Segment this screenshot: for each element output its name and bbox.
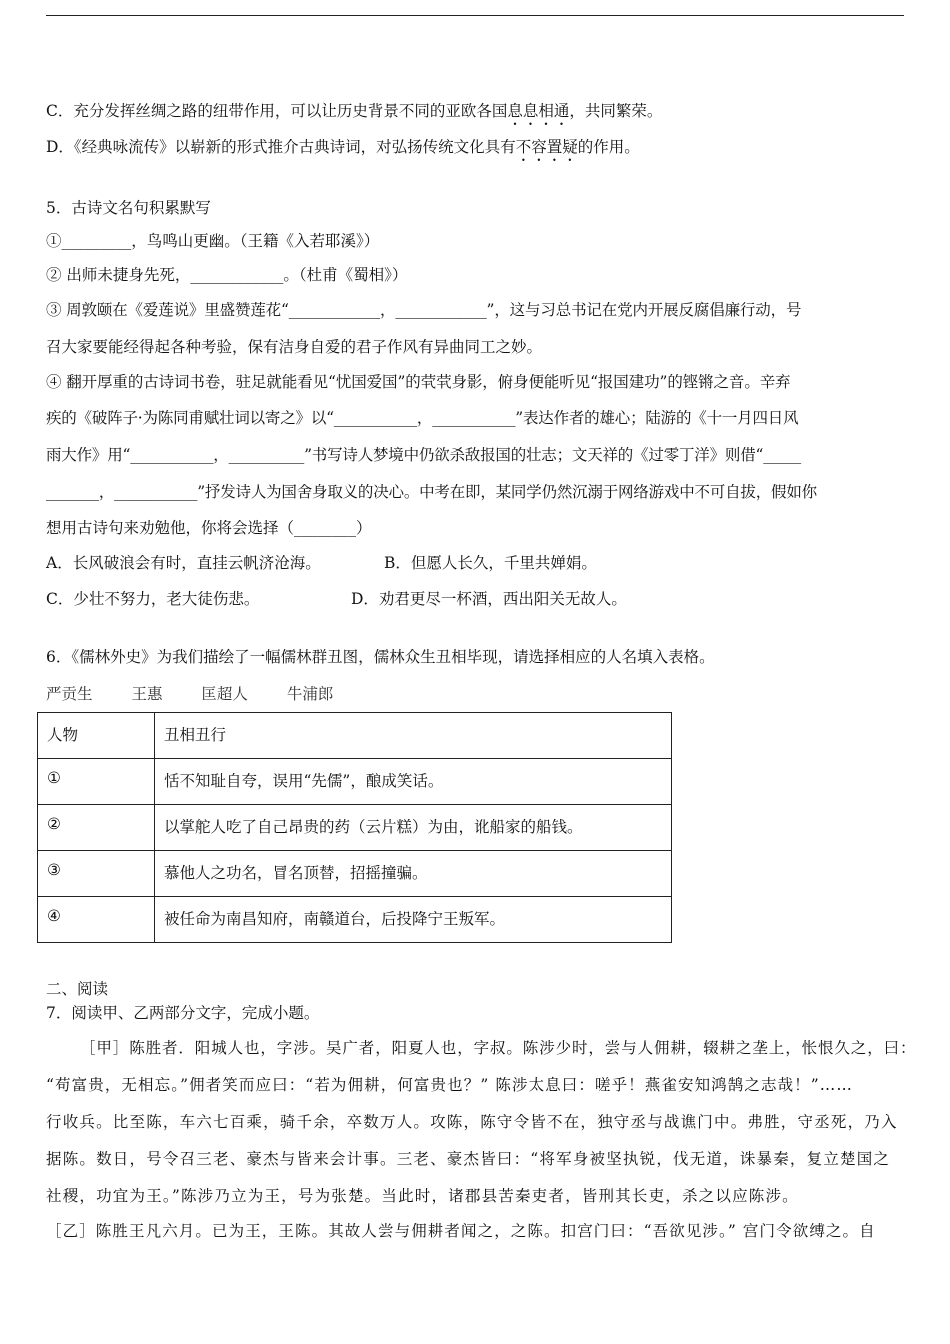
section-title: 二、阅读 bbox=[46, 980, 109, 998]
q7-title: 7．阅读甲、乙两部分文字，完成小题。 bbox=[46, 1004, 320, 1022]
q4-option-d-dotted: 不容置疑 bbox=[515, 138, 578, 156]
q6-name-list bbox=[46, 682, 367, 704]
q4-option-d-suffix: 的作用。 bbox=[577, 138, 640, 156]
q5-option-c: C．少壮不努力，老大徒伤悲。 bbox=[46, 590, 260, 608]
q5-line-1: ①_________，鸟鸣山更幽。（王籍《入若耶溪》） bbox=[46, 232, 380, 250]
table-cell: ② bbox=[38, 805, 155, 851]
table-row bbox=[38, 805, 672, 851]
table-cell: 以掌舵人吃了自己昂贵的药（云片糕）为由，讹船家的船钱。 bbox=[155, 805, 672, 851]
passage-line: ［乙］陈胜王凡六月。已为王，王陈。其故人尝与佣耕者闻之，之陈。扣宫门曰：“吾欲见涉。” 宫门令欲缚之。自 bbox=[46, 1222, 876, 1240]
table-header-cell: 丑相丑行 bbox=[155, 713, 672, 759]
table-cell: ③ bbox=[38, 851, 155, 897]
q6-name: 匡超人 bbox=[201, 685, 248, 703]
table-cell: ④ bbox=[38, 897, 155, 943]
top-rule bbox=[46, 15, 904, 16]
q4-option-d bbox=[46, 137, 640, 165]
q6-title: 6．《儒林外史》为我们描绘了一幅儒林群丑图，儒林众生丑相毕现，请选择相应的人名填入表格。 bbox=[46, 648, 715, 666]
q5-line-4c: 雨大作》用“___________，__________”书写诗人梦境中仍欲杀敌报国的壮志；文天祥的《过零丁洋》则借“_____ bbox=[46, 446, 801, 464]
q5-option-b: B．但愿人长久，千里共婵娟。 bbox=[384, 554, 597, 572]
q5-line-4d: _______，___________”抒发诗人为国舍身取义的决心。中考在即，某同学仍然沉溺于网络游戏中不可自拔，假如你 bbox=[46, 483, 817, 501]
passage-line: 据陈。数日，号令召三老、豪杰与皆来会计事。三老、豪杰皆曰：“将军身被坚执锐，伐无道，诛暴秦，复立楚国之 bbox=[46, 1150, 891, 1168]
q4-option-c-prefix: C．充分发挥丝绸之路的纽带作用，可以让历史背景不同的亚欧各国 bbox=[46, 102, 508, 120]
table-cell: 恬不知耻自夸，误用“先儒”，酿成笑话。 bbox=[155, 759, 672, 805]
q4-option-d-prefix: D．《经典咏流传》以崭新的形式推介古典诗词，对弘扬传统文化具有 bbox=[46, 138, 516, 156]
q6-table bbox=[37, 712, 672, 943]
q5-line-4a: ④ 翻开厚重的古诗词书卷，驻足就能看见“忧国爱国”的茕茕身影，俯身便能听见“报国建功”的铿锵之音。辛弃 bbox=[46, 373, 791, 391]
passage-line: “苟富贵，无相忘。”佣者笑而应曰：“若为佣耕，何富贵也？” 陈涉太息曰：嗟乎！燕雀安知鸿鹄之志哉！”…… bbox=[46, 1076, 854, 1094]
passage-line: 行收兵。比至陈，车六七百乘，骑千余，卒数万人。攻陈，陈守令皆不在，独守丞与战谯门中。弗胜，守丞死，乃入 bbox=[46, 1113, 898, 1131]
q4-option-c-dotted: 息息相通 bbox=[507, 102, 570, 120]
table-row bbox=[38, 759, 672, 805]
q5-line-2: ② 出师未捷身先死，____________。（杜甫《蜀相》） bbox=[46, 266, 408, 284]
q6-name: 王惠 bbox=[131, 685, 163, 703]
table-header-row bbox=[38, 713, 672, 759]
q5-option-d: D．劝君更尽一杯酒，西出阳关无故人。 bbox=[351, 590, 627, 608]
q5-title: 5．古诗文名句积累默写 bbox=[46, 199, 211, 217]
table-header-cell: 人物 bbox=[38, 713, 155, 759]
passage-line: 社稷，功宜为王。”陈涉乃立为王，号为张楚。当此时，诸郡县苦秦吏者，皆刑其长吏，杀之以应陈涉。 bbox=[46, 1187, 799, 1205]
q4-option-c-suffix: ，共同繁荣。 bbox=[569, 102, 663, 120]
q6-name: 牛浦郎 bbox=[286, 685, 334, 703]
q4-option-c bbox=[46, 101, 662, 129]
q5-option-a: A．长风破浪会有时，直挂云帆济沧海。 bbox=[46, 554, 321, 572]
passage-line: ［甲］陈胜者．阳城人也，字涉。吴广者，阳夏人也，字叔。陈涉少时，尝与人佣耕，辍耕之垄上，怅恨久之，曰： bbox=[80, 1039, 917, 1057]
q6-name: 严贡生 bbox=[46, 685, 93, 703]
table-row bbox=[38, 851, 672, 897]
table-cell: ① bbox=[38, 759, 155, 805]
q5-line-3b: 召大家要能经得起各种考验，保有洁身自爱的君子作风有异曲同工之妙。 bbox=[46, 338, 543, 356]
table-cell: 被任命为南昌知府，南赣道台，后投降宁王叛军。 bbox=[155, 897, 672, 943]
q5-line-4b: 疾的《破阵子·为陈同甫赋壮词以寄之》以“___________，___________”表达作者的雄心；陆游的《十一月四日风 bbox=[46, 409, 799, 427]
q5-line-3a: ③ 周敦颐在《爱莲说》里盛赞莲花“____________，____________”，这与习总书记在党内开展反腐倡廉行动，号 bbox=[46, 301, 802, 319]
table-cell: 慕他人之功名，冒名顶替，招摇撞骗。 bbox=[155, 851, 672, 897]
table-row bbox=[38, 897, 672, 943]
q5-line-4e: 想用古诗句来劝勉他，你将会选择（________） bbox=[46, 519, 372, 537]
